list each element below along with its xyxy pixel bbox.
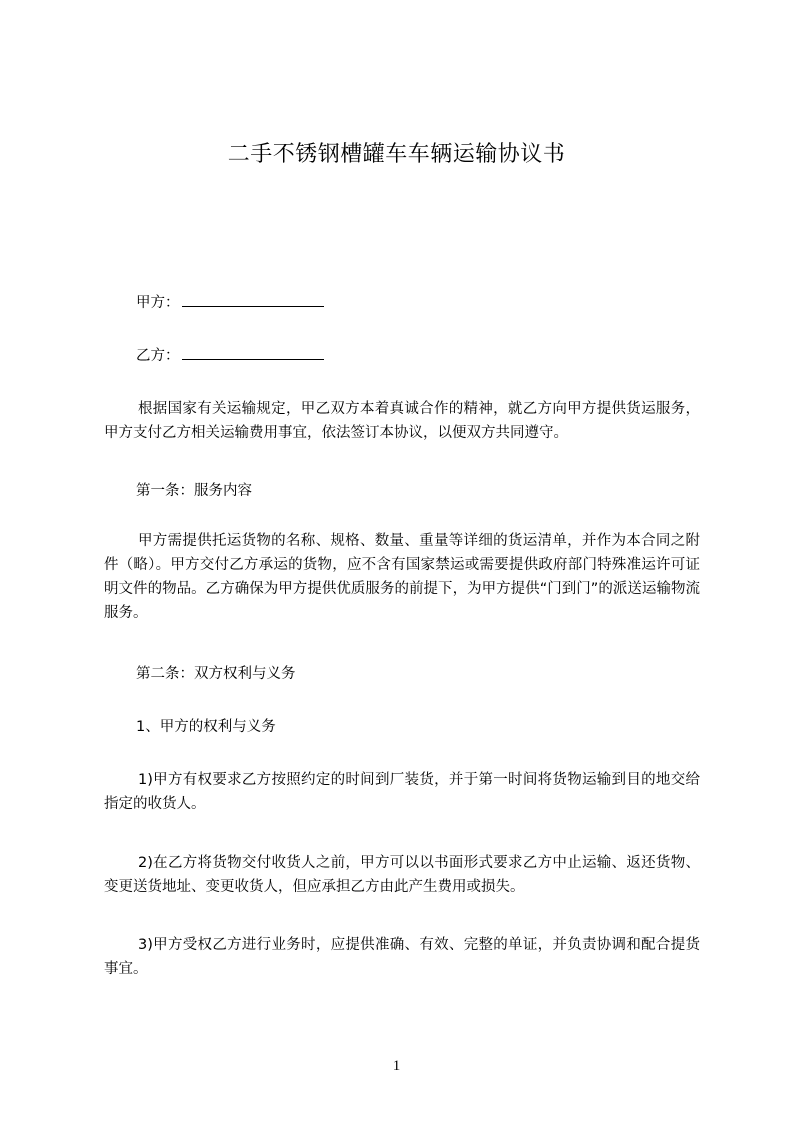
- item3-paragraph: 3)甲方受权乙方进行业务时，应提供准确、有效、完整的单证，并负责协调和配合提货事宜。: [104, 937, 700, 977]
- party-a-label: 甲方：: [136, 295, 180, 311]
- item1-paragraph: 1)甲方有权要求乙方按照约定的时间到厂装货，并于第一时间将货物运输到目的地交给指定的收货人。: [104, 772, 700, 812]
- article2-heading: 第二条：双方权利与义务: [136, 666, 296, 682]
- article1-heading: 第一条：服务内容: [136, 483, 252, 499]
- page-number: 1: [392, 1058, 401, 1074]
- party-b-blank: [182, 345, 324, 360]
- section1-heading: 1、甲方的权利与义务: [136, 719, 276, 735]
- article1-body: 甲方需提供托运货物的名称、规格、数量、重量等详细的货运清单，并作为本合同之附件（略）。甲方交付乙方承运的货物，应不含有国家禁运或需要提供政府部门特殊准运许可证明文件的物品。乙方确保为甲方提供优质服务的前提下，为甲方提供“门到门”的派送运输物流服务。: [104, 533, 700, 621]
- party-b-line: [136, 345, 324, 366]
- party-b-label: 乙方：: [136, 348, 180, 364]
- document-title: 二手不锈钢槽罐车车辆运输协议书: [227, 142, 566, 167]
- party-a-blank: [182, 292, 324, 307]
- item2-paragraph: 2)在乙方将货物交付收货人之前，甲方可以以书面形式要求乙方中止运输、返还货物、变更送货地址、变更收货人，但应承担乙方由此产生费用或损失。: [104, 855, 700, 895]
- intro-paragraph: 根据国家有关运输规定，甲乙双方本着真诚合作的精神，就乙方向甲方提供货运服务，甲方支付乙方相关运输费用事宜，依法签订本协议，以便双方共同遵守。: [104, 401, 700, 441]
- party-a-line: [136, 292, 324, 313]
